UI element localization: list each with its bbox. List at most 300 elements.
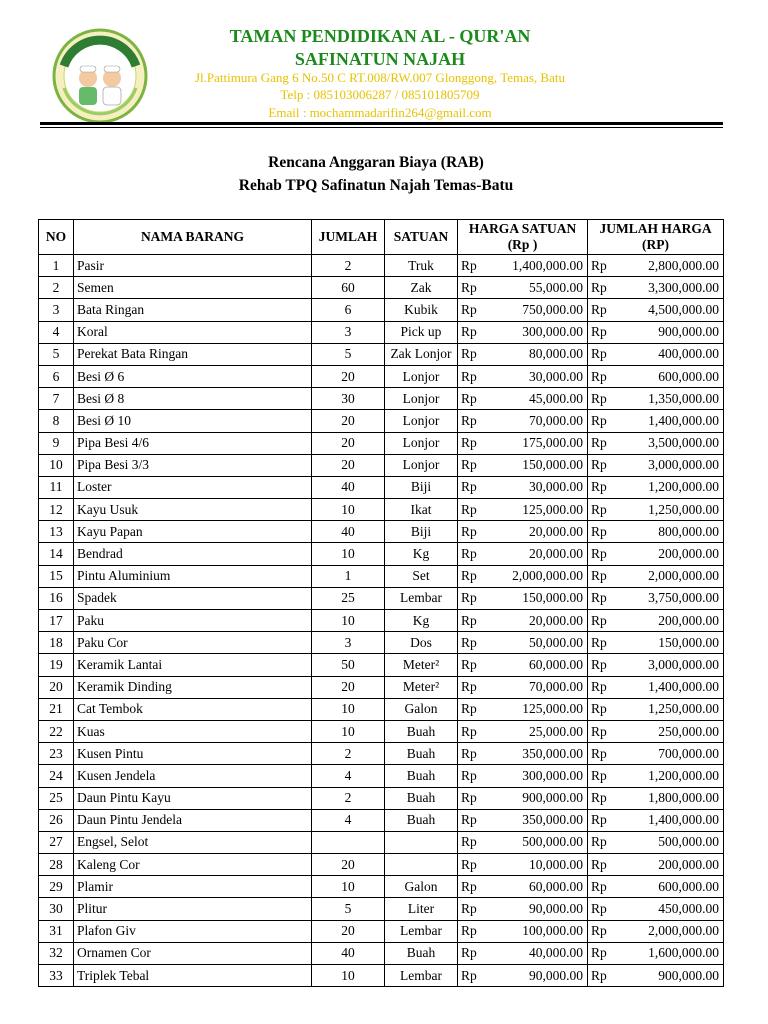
cell-jumlah-harga: 1,400,000.00: [620, 809, 724, 831]
cell-no: 29: [39, 876, 74, 898]
cell-satuan: Lonjor: [385, 432, 458, 454]
cell-satuan: Buah: [385, 765, 458, 787]
cell-harga-satuan: 70,000.00: [488, 676, 588, 698]
cell-jumlah: 50: [312, 654, 385, 676]
cell-total-currency: Rp: [588, 965, 620, 987]
cell-harga-currency: Rp: [458, 521, 488, 543]
cell-total-currency: Rp: [588, 499, 620, 521]
header-divider-thin: [40, 127, 723, 128]
cell-no: 8: [39, 410, 74, 432]
cell-nama-barang: Kayu Papan: [74, 521, 312, 543]
cell-no: 33: [39, 965, 74, 987]
cell-harga-currency: Rp: [458, 454, 488, 476]
cell-harga-currency: Rp: [458, 343, 488, 365]
cell-harga-currency: Rp: [458, 610, 488, 632]
cell-nama-barang: Perekat Bata Ringan: [74, 343, 312, 365]
cell-jumlah: 20: [312, 454, 385, 476]
cell-total-currency: Rp: [588, 720, 620, 742]
cell-jumlah-harga: 1,400,000.00: [620, 676, 724, 698]
cell-total-currency: Rp: [588, 831, 620, 853]
cell-total-currency: Rp: [588, 942, 620, 964]
document-title: Rencana Anggaran Biaya (RAB): [268, 154, 484, 171]
table-row: [39, 365, 724, 387]
table-row: [39, 743, 724, 765]
cell-jumlah-harga: 1,400,000.00: [620, 410, 724, 432]
org-name-line1: TAMAN PENDIDIKAN AL - QUR'AN: [229, 26, 531, 46]
cell-nama-barang: Kayu Usuk: [74, 499, 312, 521]
cell-satuan: Buah: [385, 787, 458, 809]
cell-jumlah: 20: [312, 920, 385, 942]
table-row: [39, 565, 724, 587]
cell-jumlah: 10: [312, 876, 385, 898]
cell-jumlah-harga: 500,000.00: [620, 831, 724, 853]
cell-jumlah-harga: 400,000.00: [620, 343, 724, 365]
cell-jumlah: 3: [312, 321, 385, 343]
cell-harga-satuan: 10,000.00: [488, 854, 588, 876]
cell-satuan: Lembar: [385, 587, 458, 609]
header-satuan: SATUAN: [385, 220, 458, 255]
table-row: [39, 920, 724, 942]
cell-jumlah: 5: [312, 898, 385, 920]
table-row: [39, 521, 724, 543]
cell-jumlah: 1: [312, 565, 385, 587]
cell-no: 16: [39, 587, 74, 609]
cell-nama-barang: Loster: [74, 476, 312, 498]
cell-harga-currency: Rp: [458, 720, 488, 742]
cell-jumlah-harga: 1,800,000.00: [620, 787, 724, 809]
cell-harga-satuan: 30,000.00: [488, 476, 588, 498]
cell-total-currency: Rp: [588, 676, 620, 698]
cell-satuan: Zak: [385, 277, 458, 299]
cell-jumlah: 2: [312, 787, 385, 809]
cell-harga-satuan: 2,000,000.00: [488, 565, 588, 587]
cell-no: 28: [39, 854, 74, 876]
cell-nama-barang: Koral: [74, 321, 312, 343]
cell-jumlah: 25: [312, 587, 385, 609]
cell-harga-currency: Rp: [458, 365, 488, 387]
table-row: [39, 388, 724, 410]
cell-jumlah: 20: [312, 676, 385, 698]
cell-harga-currency: Rp: [458, 255, 488, 277]
cell-total-currency: Rp: [588, 388, 620, 410]
cell-jumlah-harga: 1,200,000.00: [620, 765, 724, 787]
cell-jumlah-harga: 200,000.00: [620, 854, 724, 876]
table-row: [39, 720, 724, 742]
header-no: NO: [39, 220, 74, 255]
cell-jumlah-harga: 2,800,000.00: [620, 255, 724, 277]
cell-jumlah: 5: [312, 343, 385, 365]
cell-total-currency: Rp: [588, 476, 620, 498]
cell-nama-barang: Pintu Aluminium: [74, 565, 312, 587]
cell-jumlah-harga: 2,000,000.00: [620, 565, 724, 587]
cell-harga-satuan: 60,000.00: [488, 876, 588, 898]
document-subtitle: Rehab TPQ Safinatun Najah Temas-Batu: [238, 177, 514, 194]
table-row: [39, 454, 724, 476]
cell-jumlah-harga: 2,000,000.00: [620, 920, 724, 942]
table-row: [39, 255, 724, 277]
cell-nama-barang: Pipa Besi 3/3: [74, 454, 312, 476]
cell-satuan: Biji: [385, 521, 458, 543]
table-row: [39, 942, 724, 964]
cell-satuan: Meter²: [385, 676, 458, 698]
cell-no: 1: [39, 255, 74, 277]
cell-satuan: Set: [385, 565, 458, 587]
cell-harga-currency: Rp: [458, 499, 488, 521]
cell-jumlah-harga: 1,250,000.00: [620, 499, 724, 521]
cell-harga-satuan: 55,000.00: [488, 277, 588, 299]
cell-harga-satuan: 80,000.00: [488, 343, 588, 365]
cell-nama-barang: Besi Ø 8: [74, 388, 312, 410]
cell-harga-currency: Rp: [458, 299, 488, 321]
cell-nama-barang: Kaleng Cor: [74, 854, 312, 876]
cell-satuan: Kg: [385, 543, 458, 565]
cell-total-currency: Rp: [588, 277, 620, 299]
table-row: [39, 277, 724, 299]
cell-harga-currency: Rp: [458, 898, 488, 920]
cell-nama-barang: Kusen Pintu: [74, 743, 312, 765]
cell-total-currency: Rp: [588, 787, 620, 809]
budget-table: [38, 219, 724, 987]
table-row: [39, 632, 724, 654]
cell-total-currency: Rp: [588, 565, 620, 587]
cell-jumlah-harga: 4,500,000.00: [620, 299, 724, 321]
cell-satuan: Ikat: [385, 499, 458, 521]
cell-nama-barang: Pasir: [74, 255, 312, 277]
cell-harga-currency: Rp: [458, 854, 488, 876]
cell-no: 31: [39, 920, 74, 942]
tpq-logo-icon: [50, 26, 150, 126]
cell-no: 15: [39, 565, 74, 587]
header-jumlah: JUMLAH: [312, 220, 385, 255]
cell-jumlah: 10: [312, 720, 385, 742]
cell-harga-satuan: 150,000.00: [488, 587, 588, 609]
cell-harga-currency: Rp: [458, 965, 488, 987]
table-row: [39, 676, 724, 698]
cell-no: 22: [39, 720, 74, 742]
cell-nama-barang: Besi Ø 10: [74, 410, 312, 432]
cell-jumlah: 6: [312, 299, 385, 321]
cell-satuan: Kubik: [385, 299, 458, 321]
cell-harga-satuan: 900,000.00: [488, 787, 588, 809]
cell-jumlah: 4: [312, 765, 385, 787]
cell-harga-satuan: 20,000.00: [488, 543, 588, 565]
cell-harga-satuan: 125,000.00: [488, 499, 588, 521]
cell-satuan: Biji: [385, 476, 458, 498]
cell-satuan: Lonjor: [385, 454, 458, 476]
cell-harga-currency: Rp: [458, 654, 488, 676]
cell-satuan: Liter: [385, 898, 458, 920]
header-divider-thick: [40, 122, 723, 125]
cell-harga-currency: Rp: [458, 565, 488, 587]
cell-harga-satuan: 500,000.00: [488, 831, 588, 853]
cell-total-currency: Rp: [588, 321, 620, 343]
cell-harga-satuan: 300,000.00: [488, 765, 588, 787]
cell-nama-barang: Engsel, Selot: [74, 831, 312, 853]
cell-harga-satuan: 175,000.00: [488, 432, 588, 454]
cell-nama-barang: Pipa Besi 4/6: [74, 432, 312, 454]
cell-total-currency: Rp: [588, 587, 620, 609]
cell-harga-satuan: 30,000.00: [488, 365, 588, 387]
cell-nama-barang: Plitur: [74, 898, 312, 920]
cell-no: 18: [39, 632, 74, 654]
cell-nama-barang: Paku: [74, 610, 312, 632]
table-row: [39, 831, 724, 853]
cell-jumlah: 10: [312, 543, 385, 565]
cell-no: 19: [39, 654, 74, 676]
cell-jumlah-harga: 1,250,000.00: [620, 698, 724, 720]
cell-no: 14: [39, 543, 74, 565]
cell-nama-barang: Kusen Jendela: [74, 765, 312, 787]
cell-harga-currency: Rp: [458, 920, 488, 942]
cell-satuan: [385, 831, 458, 853]
cell-no: 17: [39, 610, 74, 632]
cell-total-currency: Rp: [588, 410, 620, 432]
cell-harga-satuan: 750,000.00: [488, 299, 588, 321]
cell-no: 12: [39, 499, 74, 521]
table-body: [39, 255, 724, 987]
cell-satuan: Truk: [385, 255, 458, 277]
cell-jumlah-harga: 3,500,000.00: [620, 432, 724, 454]
cell-jumlah: 3: [312, 632, 385, 654]
cell-harga-currency: Rp: [458, 765, 488, 787]
cell-harga-satuan: 1,400,000.00: [488, 255, 588, 277]
cell-satuan: Buah: [385, 743, 458, 765]
cell-harga-satuan: 150,000.00: [488, 454, 588, 476]
cell-harga-currency: Rp: [458, 410, 488, 432]
table-row: [39, 476, 724, 498]
cell-satuan: Buah: [385, 942, 458, 964]
table-row: [39, 499, 724, 521]
cell-harga-currency: Rp: [458, 543, 488, 565]
cell-jumlah-harga: 250,000.00: [620, 720, 724, 742]
cell-harga-satuan: 25,000.00: [488, 720, 588, 742]
cell-harga-satuan: 350,000.00: [488, 743, 588, 765]
cell-total-currency: Rp: [588, 876, 620, 898]
cell-no: 2: [39, 277, 74, 299]
cell-no: 5: [39, 343, 74, 365]
cell-satuan: Zak Lonjor: [385, 343, 458, 365]
cell-no: 21: [39, 698, 74, 720]
cell-jumlah: 40: [312, 476, 385, 498]
cell-harga-satuan: 70,000.00: [488, 410, 588, 432]
cell-jumlah-harga: 800,000.00: [620, 521, 724, 543]
cell-harga-currency: Rp: [458, 676, 488, 698]
cell-no: 27: [39, 831, 74, 853]
header-harga-satuan: [458, 220, 588, 255]
cell-jumlah-harga: 900,000.00: [620, 321, 724, 343]
cell-total-currency: Rp: [588, 743, 620, 765]
cell-harga-satuan: 125,000.00: [488, 698, 588, 720]
cell-harga-currency: Rp: [458, 632, 488, 654]
header-harga-satuan-l2: (Rp ): [507, 237, 538, 252]
cell-total-currency: Rp: [588, 610, 620, 632]
table-row: [39, 654, 724, 676]
table-row: [39, 610, 724, 632]
cell-jumlah: 40: [312, 942, 385, 964]
cell-nama-barang: Besi Ø 6: [74, 365, 312, 387]
cell-no: 25: [39, 787, 74, 809]
org-phone: Telp : 085103006287 / 085101805709: [280, 87, 480, 102]
table-row: [39, 410, 724, 432]
cell-total-currency: Rp: [588, 809, 620, 831]
cell-no: 4: [39, 321, 74, 343]
cell-jumlah-harga: 1,200,000.00: [620, 476, 724, 498]
cell-jumlah: 2: [312, 743, 385, 765]
cell-total-currency: Rp: [588, 543, 620, 565]
table-row: [39, 432, 724, 454]
cell-jumlah: 10: [312, 610, 385, 632]
cell-jumlah-harga: 3,300,000.00: [620, 277, 724, 299]
cell-jumlah-harga: 600,000.00: [620, 365, 724, 387]
table-row: [39, 698, 724, 720]
cell-nama-barang: Plafon Giv: [74, 920, 312, 942]
cell-nama-barang: Keramik Lantai: [74, 654, 312, 676]
cell-total-currency: Rp: [588, 898, 620, 920]
cell-satuan: Pick up: [385, 321, 458, 343]
cell-jumlah: 30: [312, 388, 385, 410]
cell-satuan: [385, 854, 458, 876]
table-row: [39, 965, 724, 987]
cell-harga-currency: Rp: [458, 388, 488, 410]
cell-harga-satuan: 100,000.00: [488, 920, 588, 942]
cell-harga-satuan: 60,000.00: [488, 654, 588, 676]
org-name-line2: SAFINATUN NAJAH: [294, 49, 466, 69]
header-harga-satuan-l1: HARGA SATUAN: [468, 221, 577, 236]
cell-jumlah-harga: 3,000,000.00: [620, 654, 724, 676]
org-email: Email : mochammadarifin264@gmail.com: [268, 105, 492, 120]
cell-satuan: Lembar: [385, 920, 458, 942]
cell-total-currency: Rp: [588, 765, 620, 787]
cell-satuan: Dos: [385, 632, 458, 654]
cell-harga-satuan: 300,000.00: [488, 321, 588, 343]
cell-harga-currency: Rp: [458, 587, 488, 609]
cell-nama-barang: Kuas: [74, 720, 312, 742]
cell-total-currency: Rp: [588, 454, 620, 476]
table-row: [39, 809, 724, 831]
cell-nama-barang: Triplek Tebal: [74, 965, 312, 987]
cell-jumlah: 10: [312, 499, 385, 521]
cell-no: 20: [39, 676, 74, 698]
cell-satuan: Lonjor: [385, 388, 458, 410]
cell-satuan: Galon: [385, 876, 458, 898]
cell-jumlah-harga: 700,000.00: [620, 743, 724, 765]
cell-jumlah: 20: [312, 365, 385, 387]
cell-harga-currency: Rp: [458, 743, 488, 765]
cell-total-currency: Rp: [588, 854, 620, 876]
org-address: Jl.Pattimura Gang 6 No.50 C RT.008/RW.007 Glonggong, Temas, Batu: [194, 70, 565, 85]
cell-nama-barang: Bendrad: [74, 543, 312, 565]
cell-no: 9: [39, 432, 74, 454]
cell-total-currency: Rp: [588, 632, 620, 654]
cell-nama-barang: Spadek: [74, 587, 312, 609]
cell-harga-satuan: 90,000.00: [488, 965, 588, 987]
cell-harga-currency: Rp: [458, 432, 488, 454]
table-row: [39, 854, 724, 876]
cell-jumlah-harga: 1,600,000.00: [620, 942, 724, 964]
cell-harga-currency: Rp: [458, 809, 488, 831]
cell-satuan: Lonjor: [385, 410, 458, 432]
cell-harga-currency: Rp: [458, 831, 488, 853]
cell-total-currency: Rp: [588, 255, 620, 277]
cell-jumlah: 20: [312, 432, 385, 454]
cell-harga-currency: Rp: [458, 787, 488, 809]
table-row: [39, 587, 724, 609]
letterhead: [0, 0, 768, 130]
cell-harga-satuan: 40,000.00: [488, 942, 588, 964]
cell-harga-currency: Rp: [458, 876, 488, 898]
table-row: [39, 787, 724, 809]
cell-jumlah-harga: 150,000.00: [620, 632, 724, 654]
cell-jumlah: 40: [312, 521, 385, 543]
cell-jumlah: 4: [312, 809, 385, 831]
table-row: [39, 299, 724, 321]
cell-harga-satuan: 20,000.00: [488, 610, 588, 632]
cell-no: 7: [39, 388, 74, 410]
cell-nama-barang: Keramik Dinding: [74, 676, 312, 698]
header-jumlah-harga-l1: JUMLAH HARGA: [599, 221, 712, 236]
cell-jumlah: 60: [312, 277, 385, 299]
cell-total-currency: Rp: [588, 698, 620, 720]
cell-no: 30: [39, 898, 74, 920]
cell-jumlah: 2: [312, 255, 385, 277]
table-row: [39, 321, 724, 343]
table-row: [39, 343, 724, 365]
table-row: [39, 543, 724, 565]
cell-jumlah-harga: 900,000.00: [620, 965, 724, 987]
cell-nama-barang: Ornamen Cor: [74, 942, 312, 964]
cell-jumlah-harga: 1,350,000.00: [620, 388, 724, 410]
cell-no: 13: [39, 521, 74, 543]
cell-satuan: Galon: [385, 698, 458, 720]
cell-jumlah: 20: [312, 410, 385, 432]
cell-harga-satuan: 50,000.00: [488, 632, 588, 654]
cell-harga-currency: Rp: [458, 277, 488, 299]
cell-jumlah-harga: 3,000,000.00: [620, 454, 724, 476]
header-nama-barang: NAMA BARANG: [74, 220, 312, 255]
cell-no: 11: [39, 476, 74, 498]
cell-jumlah: 10: [312, 698, 385, 720]
cell-satuan: Buah: [385, 720, 458, 742]
table-row: [39, 876, 724, 898]
cell-no: 23: [39, 743, 74, 765]
cell-harga-satuan: 45,000.00: [488, 388, 588, 410]
cell-harga-satuan: 20,000.00: [488, 521, 588, 543]
table-row: [39, 898, 724, 920]
cell-total-currency: Rp: [588, 343, 620, 365]
cell-no: 32: [39, 942, 74, 964]
cell-total-currency: Rp: [588, 521, 620, 543]
cell-satuan: Kg: [385, 610, 458, 632]
cell-harga-currency: Rp: [458, 321, 488, 343]
cell-total-currency: Rp: [588, 299, 620, 321]
cell-no: 10: [39, 454, 74, 476]
cell-no: 26: [39, 809, 74, 831]
cell-harga-currency: Rp: [458, 942, 488, 964]
cell-jumlah: 20: [312, 854, 385, 876]
cell-harga-satuan: 350,000.00: [488, 809, 588, 831]
cell-no: 24: [39, 765, 74, 787]
cell-total-currency: Rp: [588, 920, 620, 942]
cell-total-currency: Rp: [588, 654, 620, 676]
cell-harga-satuan: 90,000.00: [488, 898, 588, 920]
cell-nama-barang: Paku Cor: [74, 632, 312, 654]
cell-nama-barang: Plamir: [74, 876, 312, 898]
table-header-row: [39, 220, 724, 255]
cell-jumlah: [312, 831, 385, 853]
table-row: [39, 765, 724, 787]
cell-nama-barang: Daun Pintu Jendela: [74, 809, 312, 831]
cell-nama-barang: Cat Tembok: [74, 698, 312, 720]
